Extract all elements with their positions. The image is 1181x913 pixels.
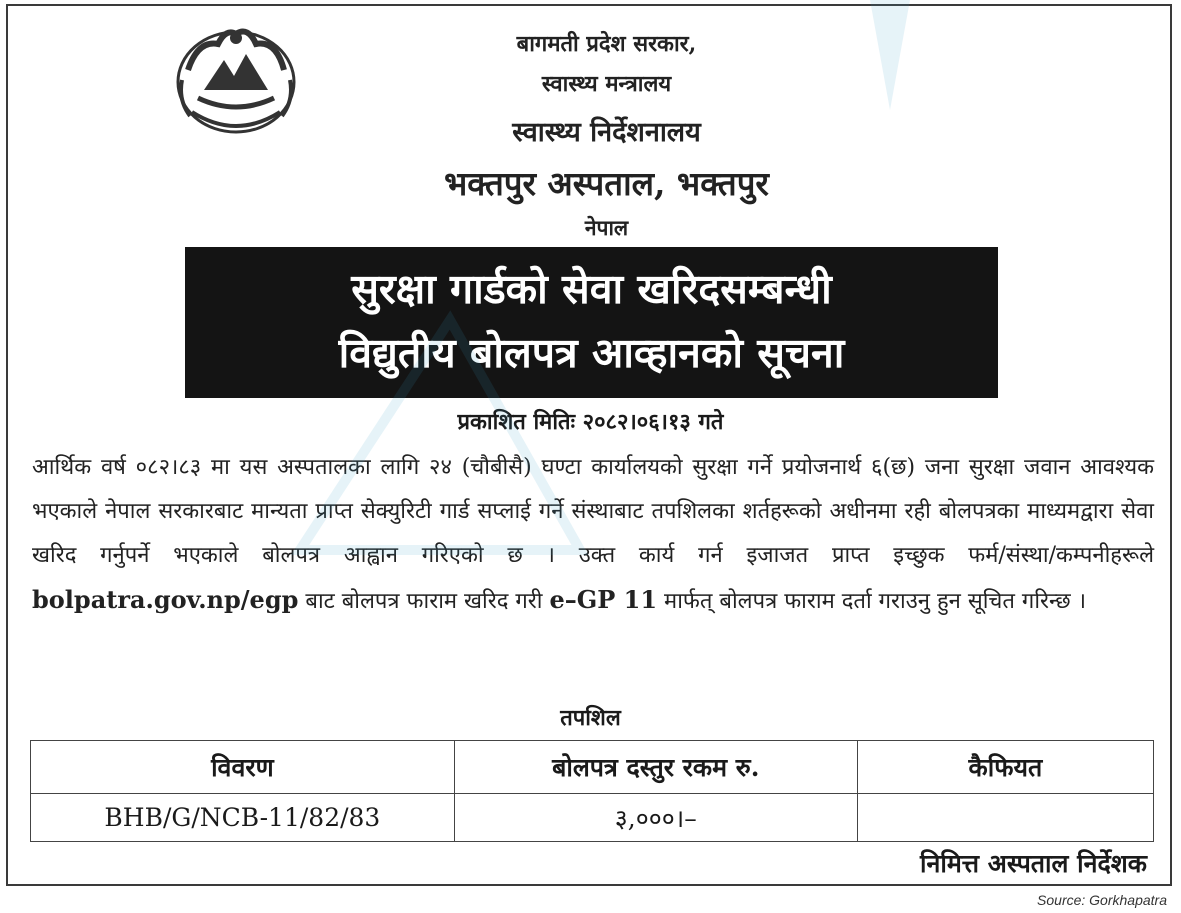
egp-link[interactable]: bolpatra.gov.np/egp [32, 585, 299, 614]
cell-fee-amount: ३,०००।– [454, 794, 857, 842]
details-heading: तपशिल [560, 705, 621, 731]
notice-body [32, 446, 1154, 624]
body-text-part2: बाट बोलपत्र फाराम खरिद गरी [298, 589, 550, 614]
notice-title-banner [185, 247, 998, 398]
directorate-name: स्वास्थ्य निर्देशनालय [512, 117, 701, 148]
header-description: विवरण [31, 741, 455, 794]
ministry-name: स्वास्थ्य मन्त्रालय [541, 71, 672, 97]
hospital-name: भक्तपुर अस्पताल, भक्तपुर [444, 164, 769, 203]
body-text-part3: मार्फत् बोलपत्र फाराम दर्ता गराउनु हुन सूचित गरिन्छ । [657, 589, 1087, 614]
header-remarks: कैफियत [857, 741, 1153, 794]
country-name: नेपाल [584, 215, 629, 240]
banner-title-line1: सुरक्षा गार्डको सेवा खरिदसम्बन्धी [351, 265, 832, 313]
banner-title-line2: विद्युतीय बोलपत्र आव्हानको सूचना [338, 329, 845, 377]
table-row [31, 794, 1154, 842]
cell-remarks [857, 794, 1153, 842]
province-government: बागमती प्रदेश सरकार, [516, 31, 697, 57]
header-tender-fee: बोलपत्र दस्तुर रकम रु. [454, 741, 857, 794]
published-date: प्रकाशित मितिः २०८२।०६।१३ गते [457, 409, 724, 435]
body-text-part1: आर्थिक वर्ष ०८२।८३ मा यस अस्पतालका लागि २४ (चौबीसै) घण्टा कार्यालयको सुरक्षा गर्ने प्रयोजनार्थ ६(छ) जना सुरक्षा जवान आवश्यक भएकाले नेपाल सरकारबाट मान्यता प्राप्त सेक्युरिटी गार्ड सप्लाई गर्ने संस्थाबाट तपशिलका शर्तहरूको अधीनमा रही बोलपत्रका माध्यमद्वारा सेवा खरिद गर्नुपर्ने भएकाले बोलपत्र आह्वान गरिएको छ । उक्त कार्य गर्न इजाजत प्राप्त इच्छुक फर्म/संस्था/कम्पनीहरूले [32, 455, 1154, 568]
table-header-row [31, 741, 1154, 794]
cell-tender-code: BHB/G/NCB-11/82/83 [31, 794, 455, 842]
signature: निमित्त अस्पताल निर्देशक [920, 849, 1147, 878]
source-credit: Source: Gorkhapatra [1037, 892, 1167, 908]
details-table [30, 740, 1154, 842]
egp-version: e–GP 11 [549, 585, 658, 614]
